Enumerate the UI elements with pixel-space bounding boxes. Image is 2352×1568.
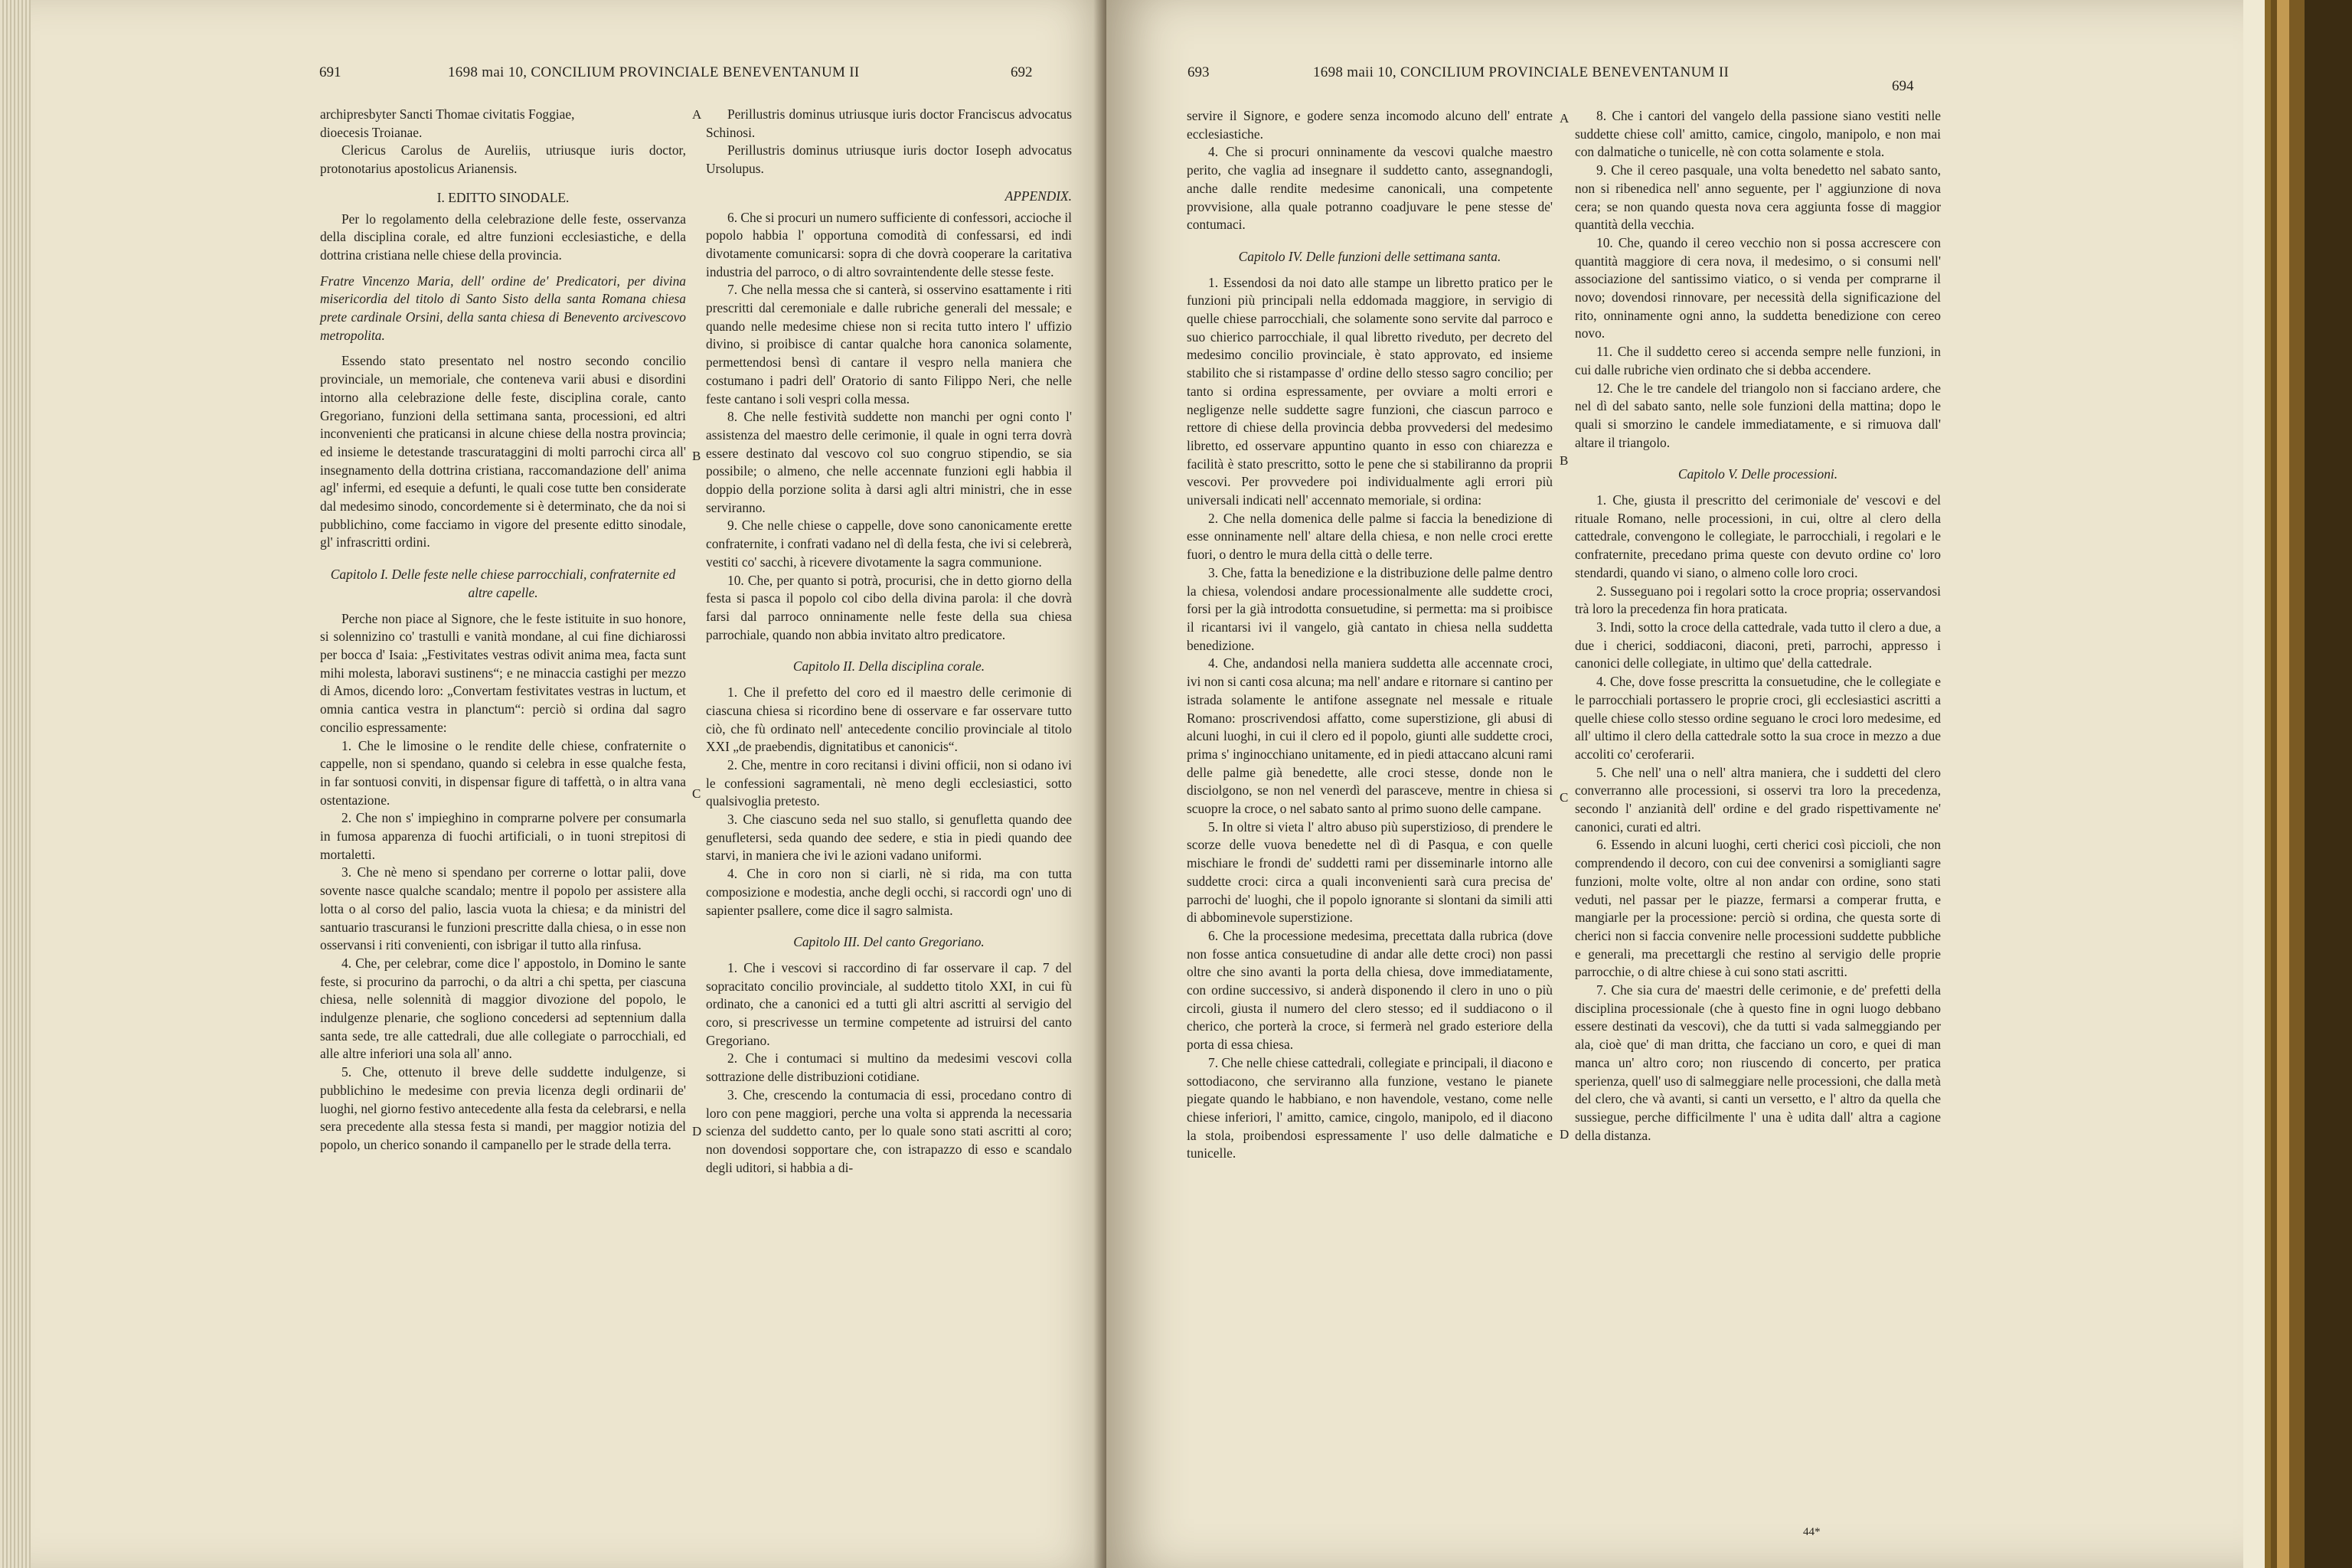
paragraph: Fratre Vincenzo Maria, dell' ordine de' Predicatori, per divina misericordia del titolo di Santo Sisto della santa Romana chiesa prete cardinale Orsini, della santa chiesa di Benevento arcivescovo metropolita.	[320, 273, 686, 343]
signature-mark: 44*	[1803, 1526, 1821, 1538]
margin-letter: C	[1560, 790, 1569, 805]
paragraph: 6. Che la processione medesima, precettata dalla rubrica (dove non fosse antica consuetudine di andar alle dette croci) non passi oltre che sino avanti la porta della chiesa, dove immediatamente, con ordine successivo, si anderà disponendo il clero in uno o più circoli, giusta il numero del clero stesso; ed il suddiacono o il cherico, che porterà la croce, si fermerà nel grado esteriore della porta di essa chiesa.	[1187, 927, 1553, 1053]
section-heading: I. EDITTO SINODALE.	[436, 189, 570, 205]
paragraph: 9. Che il cereo pasquale, una volta benedetto nel sabato santo, non si ribenedica nell' anno seguente, per l' aggiunzione di nova cera; se non quando questa nova cera aggiunta fosse di maggior quantità della vecchia.	[1575, 162, 1941, 233]
chapter-heading: Capitolo II. Della disciplina corale.	[792, 658, 985, 675]
paragraph: Perillustris dominus utriusque iuris doctor Ioseph advocatus Ursolupus.	[706, 142, 1072, 177]
right-page-column-1	[1187, 107, 1553, 1163]
paragraph: 2. Che nella domenica delle palme si faccia la benedizione di esse onninamente nell' altare della chiesa, e non nelle croci erette fuori, o dentro le mura della città o delle terre.	[1187, 510, 1553, 563]
paragraph: 8. Che i cantori del vangelo della passione siano vestiti nelle suddette chiese coll' amitto, camice, cingolo, manipolo, e non mai con dalmatiche o tunicelle, nè con cotta solamente e stola.	[1575, 108, 1941, 160]
paragraph: 3. Indi, sotto la croce della cattedrale, vada tutto il clero a due, a due i cherici, soddiaconi, diaconi, preti, parrochi, appresso i canonici delle collegiate, in ultimo que' della cattedrale.	[1575, 619, 1941, 671]
margin-letter: A	[1560, 111, 1570, 126]
paragraph: 6. Che si procuri un numero sufficiente di confessori, accioche il popolo habbia l' opportuna comodità di confessarsi, ed indi divotamente comunicarsi: sopra di che dovrà cooperare la caritativa industria del parroco, o di altro sovraintendente delle stesse feste.	[706, 209, 1072, 279]
page-edges	[0, 0, 31, 1568]
paragraph: 5. Che nell' una o nell' altra maniera, che i suddetti del clero converranno alle processioni, si osservi tra loro la precedenza, secondo l' anzianità dell' ordine e del grado rispettivamente ne' canonici, curati ed altri.	[1575, 764, 1941, 835]
paragraph: 8. Che nelle festività suddette non manchi per ogni conto l' assistenza del maestro delle cerimonie, il quale in ogni terra dovrà essere destinato dal vescovo col suo congruo stipendio, se sia possibile; o almeno, che nelle accennate funzioni egli habbia il doppio della porzione solita à darsi agli altri ministri, che in esse serviranno.	[706, 409, 1072, 515]
paragraph: 10. Che, quando il cereo vecchio non si possa accrescere con quantità maggiore di cera nova, il medesimo, o si consumi nell' associazione del santissimo viatico, o si venda per comprarne il novo; dovendosi rinnovare, per necessità della significazione del rito, onninamente ogni anno, la suddetta benedizione con cereo novo.	[1575, 234, 1941, 341]
paragraph: 2. Che, mentre in coro recitansi i divini officii, non si odano ivi le confessioni sagramentali, nè meno degli ecclesiastici, sotto qualsivoglia pretesto.	[706, 756, 1072, 809]
paragraph: archipresbyter Sancti Thomae civitatis Foggiae,	[320, 106, 575, 122]
margin-letter: B	[1560, 453, 1569, 468]
chapter-heading: Capitolo IV. Delle funzioni delle settimana santa.	[1238, 248, 1501, 264]
right-page	[1106, 0, 2243, 1568]
paragraph: 4. Che, andandosi nella maniera suddetta alle accennate croci, ivi non si canti cosa alcuna; ma nell' andare e ritornare si cantino per istrada solamente le antifone assegnate nel messale e rituale Romano: proscrivendosi affatto, come superstizione, gli abusi di alcuni luoghi, in cui il clero ed il popolo, giunti alle suddette croci, prima s' inginocchiano unitamente, ed in piedi attaccano alcuni rami delle palme già benedette, alle croci stesse, donde non le disciolgono, se non nel venerdì del parasceve, mentre in chiesa si scuopre la croce, o nel sabato santo al primo suono delle campane.	[1187, 655, 1553, 817]
book-cover-edge	[2243, 0, 2352, 1568]
paragraph: 4. Che, per celebrar, come dice l' appostolo, in Domino le sante feste, si procurino da parrochi, o da altri a chi spetta, per ciascuna chiesa, nelle solennità di maggior divozione del popolo, le indulgenze plenarie, che sogliono concedersi ad septennium dalla santa sede, tre alle cattedrali, due alle collegiate o parrocchiali, ed alle altre inferiori una sola all' anno.	[320, 955, 686, 1062]
paragraph: 3. Che, fatta la benedizione e la distribuzione delle palme dentro la chiesa, volendosi andare processionalmente alle suddette croci, forsi per la già introdotta consuetudine, si permetta: ma si proibisce il ricantarsi ivi il vangelo, già cantato in chiesa nella suddetta benedizione.	[1187, 564, 1553, 653]
paragraph: 7. Che nelle chiese cattedrali, collegiate e principali, il diacono e sottodiacono, che serviranno alla funzione, vestano le pianete piegate quando le habbiano, e non havendole, vestano, come nelle chiese inferiori, l' amitto, camice, cingolo, manipolo, ed il diacono la stola, proibendosi espressamente l' uso delle dalmatiche e tunicelle.	[1187, 1054, 1553, 1161]
paragraph: 4. Che, dove fosse prescritta la consuetudine, che le collegiate e le parrocchiali portassero le proprie croci, gli ecclesiastici ascritti a quelle chiese collo stesso ordine seguano le croci loro medesime, ed all' ultimo il clero della cattedrale sotto la sua croce in mezzo a due accoliti co' ceroferarii.	[1575, 674, 1941, 762]
paragraph: 10. Che, per quanto si potrà, procurisi, che in detto giorno della festa si pasca il popolo col cibo della divina parola: il che dovrà farsi dal parroco onninamente nelle feste della sua chiesa parrochiale, quando non abbia invitato altro predicatore.	[706, 572, 1072, 642]
running-head: 1698 maii 10, CONCILIUM PROVINCIALE BENEVENTANUM II	[1313, 64, 1730, 80]
page-number: 692	[1011, 64, 1033, 80]
margin-letter: B	[692, 449, 701, 463]
margin-letter: A	[692, 107, 702, 122]
paragraph: 4. Che in coro non si ciarli, nè si rida, ma con tutta composizione e modestia, anche degli occhi, si raccordi ogn' uno di sapienter psallere, come dice il sagro salmista.	[706, 866, 1072, 918]
paragraph: 1. Essendosi da noi dato alle stampe un libretto pratico per le funzioni più principali nella eddomada maggiore, in servigio di quelle chiese parrocchiali, che solamente sono servite dal parroco e suo chierico parrocchiale, il qual libretto riveduto, per decreto del medesimo concilio provinciale, è stato approvato, ed insieme stabilito che si ristampasse d' ordine dello stesso sagro concilio; per tanto si ordina espressamente, per ovviare a molti errori e negligenze nelle suddette sagre funzioni, che ciascun parroco e rettore di chiese della provincia debba provvedersi del medesimo libretto, ed osservare appuntino quanto in esso con chiarezza e facilità è stato prescritto, sotto le pene che si stabiliranno da proprii vescovi. Per provvedere poi individualmente agli errori più universali indicati nell' accennato memoriale, si ordina:	[1187, 274, 1553, 508]
paragraph: 1. Che le limosine o le rendite delle chiese, confraternite o cappelle, non si spendano, quando si celebra in esse qualche festa, in far sontuosi conviti, in dispensar figure di taffettà, o in altra vana ostentazione.	[320, 737, 686, 808]
paragraph: Perillustris dominus utriusque iuris doctor Franciscus advocatus Schinosi.	[706, 106, 1072, 140]
page-number: 693	[1187, 64, 1210, 80]
paragraph: 9. Che nelle chiese o cappelle, dove sono canonicamente erette confraternite, i confrati vadano nel dì della festa, che ivi si celebrerà, vestiti co' sacchi, à ricevere divotamente la sagra communione.	[706, 518, 1073, 570]
chapter-heading: Capitolo V. Delle processioni.	[1677, 466, 1838, 482]
paragraph: 2. Che i contumaci si multino da medesimi vescovi colla sottrazione delle distribuzioni cotidiane.	[706, 1050, 1072, 1085]
paragraph: 7. Che nella messa che si canterà, si osservino esattamente i riti prescritti dal ceremoniale e dalle rubriche generali del messale; e quando nelle medesime chiese non si recita tutto intero l' uffizio divino, si proibisce di cantar qualche hora canonica solamente, permettendosi bensì di cantare il vespro nella maniera che costumano i padri dell' Oratorio di santo Filippo Neri, che nelle feste cantano i soli vespri colla messa.	[706, 282, 1072, 407]
margin-letter: C	[692, 786, 701, 801]
paragraph: 11. Che il suddetto cereo si accenda sempre nelle funzioni, in cui dalle rubriche vien ordinato che si debba accendere.	[1575, 344, 1941, 377]
left-page-column-2	[706, 106, 1072, 1177]
chapter-heading: Capitolo I. Delle feste nelle chiese parrocchiali, confraternite ed altre capelle.	[330, 567, 676, 600]
right-page-column-2	[1575, 107, 1941, 1145]
paragraph: 5. Che, ottenuto il breve delle suddette indulgenze, si pubblichino le medesime con previa licenza degli ordinarii de' luoghi, nel giorno festivo antecedente alla festa da celebrarsi, e nella sera precedente alla stessa festa si mandi, per maggior notizia del popolo, un cherico sonando il campanello per le strade della terra.	[320, 1064, 686, 1152]
paragraph: 7. Che sia cura de' maestri delle cerimonie, e de' prefetti della disciplina processionale (che à questo fine in ogni luogo debbano essere destinati da vescovi), che da tutti si vada salmeggiando per ala, cioè que' di man dritta, che facciano un coro, e quei di man manca un' altro coro; non riuscendo di concerto, per pratica sperienza, quell' uso di salmeggiare nelle processioni, che dalla metà del clero, che và avanti, si canti un versetto, e l' altro da quella che sussiegue, perche difficilmente l' una è udita dall' altra a cagione della distanza.	[1575, 982, 1941, 1143]
page-number: 691	[319, 64, 341, 80]
paragraph: 6. Essendo in alcuni luoghi, certi cherici così piccioli, che non comprendendo il decoro, con cui dee convenirsi a somiglianti sagre funzioni, molte volte, oltre al non andar con ordine, sono stati veduti, nel passar per le piazze, fermarsi a comperar frutta, e mangiarle per la processione: perciò si ordina, che questa sorte di cherici non si faccia convenire nelle processioni suddette pubbliche e generali, ma precettargli che restino al servigio delle proprie parrocchie, o di altre chiese à cui sono stati ascritti.	[1575, 837, 1941, 980]
chapter-heading: Capitolo III. Del canto Gregoriano.	[793, 934, 985, 950]
paragraph: 12. Che le tre candele del triangolo non si facciano ardere, che nel dì del sabato santo, nelle sole funzioni della mattina; dopo le quali si smorzino le candele immediatamente, e si rimuova dall' altare il triangolo.	[1575, 380, 1941, 450]
left-page-column-1	[320, 106, 686, 1155]
paragraph: 1. Che, giusta il prescritto del cerimoniale de' vescovi e del rituale Romano, nelle processioni, in cui, oltre al clero della cattedrale, convengono le collegiate, le parrocchiali, i regolari e le confraternite, precedano prima queste con devuto ordine co' loro stendardi, quando vi siano, o almeno colle loro croci.	[1575, 492, 1941, 580]
paragraph: 3. Che ciascuno seda nel suo stallo, si genufletta quando dee genufletersi, seda quando dee sedere, e stia in piedi quando dee starvi, in maniera che ivi le azioni vadano uniformi.	[706, 812, 1072, 864]
paragraph: 3. Che, crescendo la contumacia di essi, procedano contro di loro con pene maggiori, perche una volta si apprenda la necessaria scienza del suddetto canto, per lo quale sono stati ascritti al coro; non dovendosi sopportare che, con istrapazzo di esso e scandalo degli uditori, si habbia a di-	[706, 1086, 1072, 1175]
paragraph: 3. Che nè meno si spendano per correrne o lottar palii, dove sovente nasce qualche scandalo; mentre il popolo per assistere alla lotta o al corso del palio, lascia vuota la chiesa; e da ministri del santuario trascuransi le funzioni prescritte dalla chiesa, o in esse non osservansi i riti convenienti, con isbrigar il tutto alla rinfusa.	[320, 864, 686, 953]
paragraph: 1. Che i vescovi si raccordino di far osservare il cap. 7 del sopracitato concilio provinciale, al suddetto titolo XXI, in cui fù ordinato, che a canonici ed a tutti gli altri ascritti al servigio del coro, si prescrivesse un termine competente ad istruirsi del canto Gregoriano.	[706, 959, 1072, 1048]
paragraph: Clericus Carolus de Aureliis, utriusque iuris doctor, protonotarius apostolicus Arianensis.	[320, 142, 686, 177]
paragraph: 5. In oltre si vieta l' altro abuso più superstizioso, di prendere le scorze delle vuova benedette nel dì di Pasqua, e con quelle mischiare le frondi de' suddetti rami per disseminarle intorno alle suddette croci: circa a quali inconvenienti sarà cura precisa de' parrochi de' luoghi, che il popolo ignorante si slontani da simili atti di abbominevole superstizione.	[1187, 818, 1553, 926]
paragraph: 1. Che il prefetto del coro ed il maestro delle cerimonie di ciascuna chiesa si ricordino bene di osservare e far osservare tutto ciò, che fù ordinato nell' antecedente concilio provinciale al titolo XXI „de praebendis, dignitatibus et canonicis“.	[706, 684, 1072, 755]
paragraph: 2. Susseguano poi i regolari sotto la croce propria; osservandosi trà loro la precedenza fin hora praticata.	[1575, 583, 1941, 617]
left-page	[31, 0, 1106, 1568]
page-number: 694	[1892, 78, 1914, 94]
paragraph: Essendo stato presentato nel nostro secondo concilio provinciale, un memoriale, che conteneva varii abusi e disordini intorno alla celebrazione delle feste, disciplina corale, canto Gregoriano, funzioni della settimana santa, processioni, ed altri inconvenienti che praticansi in alcune chiese della nostra provincia; ed insieme le detestande trascurataggini di molti parrochi circa all' insegnamento della dottrina cristiana, raccomandazione dell' anima agl' infermi, ed esequie a defunti, le quali cose tutte ben considerate dal medesimo sinodo, concordemente si è determinato, che da noi si pubblichino, come facciamo in vigore del presente editto sinodale, gl' infrascritti ordini.	[320, 353, 686, 550]
paragraph: servire il Signore, e godere senza incomodo alcuno dell' entrate ecclesiastiche.	[1187, 108, 1553, 142]
paragraph: 2. Che non s' impieghino in comprarne polvere per consumarla in fumosa apparenza di fuochi artificiali, o in tuoni strepitosi di mortaletti.	[320, 810, 686, 862]
appendix-heading: APPENDIX.	[1004, 188, 1072, 204]
margin-letter: D	[692, 1124, 702, 1138]
paragraph: dioecesis Troianae.	[320, 124, 423, 140]
paragraph: Per lo regolamento della celebrazione delle feste, osservanza della disciplina corale, ed altre funzioni ecclesiastiche, e della dottrina cristiana nelle chiese della provincia.	[320, 211, 686, 263]
margin-letter: D	[1560, 1127, 1570, 1142]
running-head: 1698 mai 10, CONCILIUM PROVINCIALE BENEVENTANUM II	[448, 64, 860, 80]
paragraph: Perche non piace al Signore, che le feste istituite in suo honore, si solennizino co' trastulli e vanità mondane, al cui fine dichiarossi per bocca d' Isaia: „Festivitates vestras odivit anima mea, facta sunt mihi molesta, laboravi sustinens“; e ne minaccia castighi per mezzo di Amos, dicendo loro: „Convertam festivitates vestras in luctum, et omnia cantica vestra in planctum“: perciò si ordina dal sagro concilio espressamente:	[320, 610, 686, 735]
paragraph: 4. Che si procuri onninamente da vescovi qualche maestro perito, che vaglia ad insegnare il suddetto canto, assegnandogli, anche dalle rendite medesime canonicali, una competente provvisione, alla quale potranno coadjuvare le pene stesse de' contumaci.	[1187, 144, 1553, 233]
